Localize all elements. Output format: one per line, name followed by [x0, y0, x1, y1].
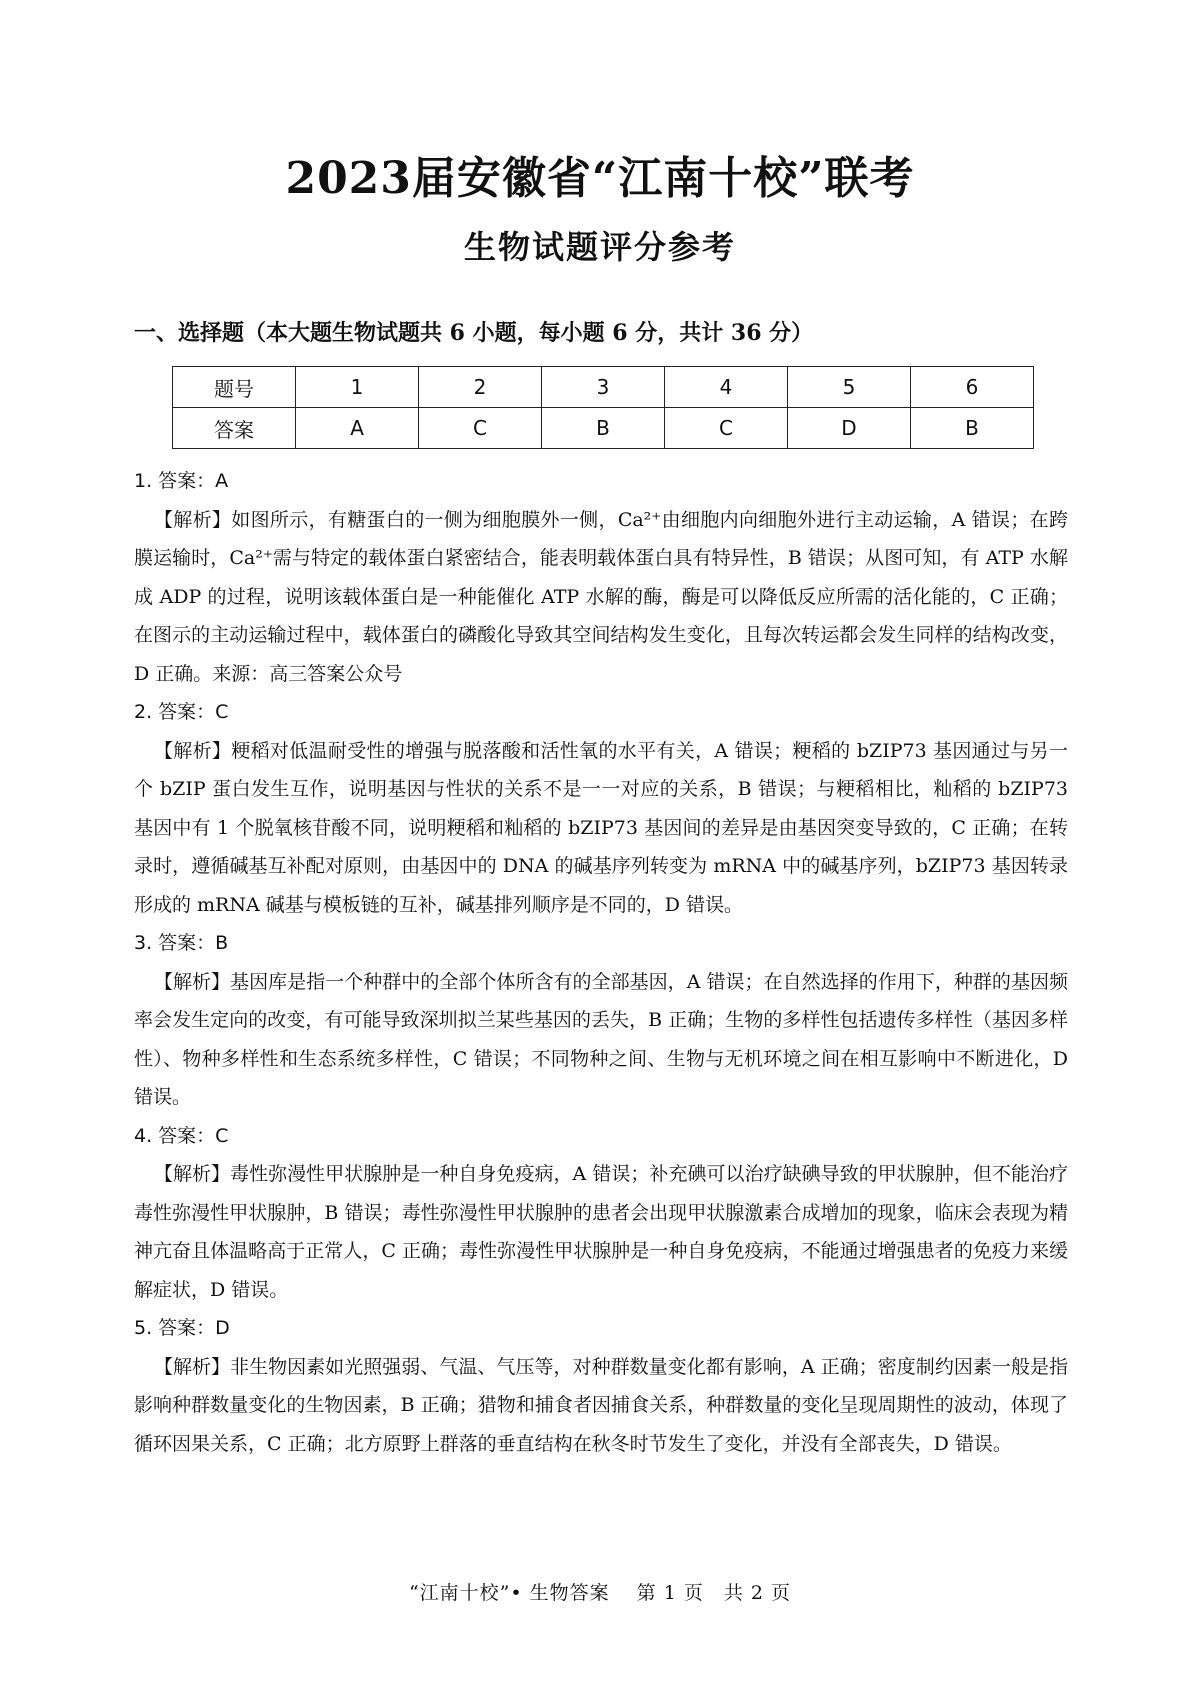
section-heading: 一、选择题（本大题生物试题共 6 小题，每小题 6 分，共计 36 分） — [134, 320, 814, 346]
question-block — [134, 1117, 1068, 1310]
question-answer: 2. 答案：C — [134, 701, 229, 723]
table-row-label: 题号 — [173, 367, 296, 408]
page-title: 2023届安徽省“江南十校”联考 — [285, 153, 915, 204]
question-explanation: 【解析】毒性弥漫性甲状腺肿是一种自身免疫病，A 错误；补充碘可以治疗缺碘导致的甲状腺肿，但不能治疗毒性弥漫性甲状腺肿，B 错误；毒性弥漫性甲状腺肿的患者会出现甲状腺激素合成增加的现象，临床会表现为精神亢奋且体温略高于正常人，C 正确；毒性弥漫性甲状腺肿是一种自身免疫病，不能通过增强患者的免疫力来缓解症状，D 错误。 — [134, 1163, 1068, 1301]
question-number-cell: 2 — [419, 367, 542, 408]
question-number-cell: 5 — [787, 367, 910, 408]
question-block — [134, 693, 1068, 924]
question-number-cell: 3 — [542, 367, 665, 408]
table-row-label: 答案 — [173, 408, 296, 449]
answer-table-answer-row — [173, 408, 1034, 449]
question-explanation: 【解析】粳稻对低温耐受性的增强与脱落酸和活性氧的水平有关，A 错误；粳稻的 bZIP73 基因通过与另一个 bZIP 蛋白发生互作，说明基因与性状的关系不是一一对应的关系，B 错误；与粳稻相比，籼稻的 bZIP73 基因中有 1 个脱氧核苷酸不同，说明粳稻和籼稻的 bZIP73 基因间的差异是由基因突变导致的，C 正确；在转录时，遵循碱基互补配对原则，由基因中的 DNA 的碱基序列转变为 mRNA 中的碱基序列，bZIP73 基因转录形成的 mRNA 碱基与模板链的互补，碱基排列顺序是不同的，D 错误。 — [134, 739, 1068, 916]
answer-table — [172, 366, 1034, 449]
answer-cell: A — [296, 408, 419, 449]
question-number-cell: 4 — [665, 367, 788, 408]
answer-explanations — [134, 462, 1068, 1463]
question-number-cell: 6 — [910, 367, 1033, 408]
question-explanation: 【解析】如图所示，有糖蛋白的一侧为细胞膜外一侧，Ca²⁺由细胞内向细胞外进行主动运输，A 错误；在跨膜运输时，Ca²⁺需与特定的载体蛋白紧密结合，能表明载体蛋白具有特异性，B 错误；从图可知，有 ATP 水解成 ADP 的过程，说明该载体蛋白是一种能催化 ATP 水解的酶，酶是可以降低反应所需的活化能的，C 正确；在图示的主动运输过程中，载体蛋白的磷酸化导致其空间结构发生变化，且每次转运都会发生同样的结构改变，D 正确。来源：高三答案公众号 — [134, 508, 1068, 685]
question-number-cell: 1 — [296, 367, 419, 408]
answer-cell: B — [910, 408, 1033, 449]
question-answer: 5. 答案：D — [134, 1317, 230, 1339]
question-explanation: 【解析】基因库是指一个种群中的全部个体所含有的全部基因，A 错误；在自然选择的作用下，种群的基因频率会发生定向的改变，有可能导致深圳拟兰某些基因的丢失，B 正确；生物的多样性包括遗传多样性（基因多样性）、物种多样性和生态系统多样性，C 错误；不同物种之间、生物与无机环境之间在相互影响中不断进化，D 错误。 — [134, 970, 1068, 1108]
question-answer: 3. 答案：B — [134, 932, 229, 954]
question-answer: 4. 答案：C — [134, 1124, 229, 1147]
answer-cell: C — [665, 408, 788, 449]
answer-table-header-row — [173, 367, 1034, 408]
question-answer: 1. 答案：A — [134, 470, 229, 492]
question-block — [134, 924, 1068, 1117]
answer-cell: D — [787, 408, 910, 449]
answer-cell: C — [419, 408, 542, 449]
question-block — [134, 1309, 1068, 1463]
page-footer: “江南十校”• 生物答案 第 1 页 共 2 页 — [408, 1582, 792, 1604]
page-subtitle: 生物试题评分参考 — [463, 228, 736, 266]
question-explanation: 【解析】非生物因素如光照强弱、气温、气压等，对种群数量变化都有影响，A 正确；密度制约因素一般是指影响种群数量变化的生物因素，B 正确；猎物和捕食者因捕食关系，种群数量的变化呈现周期性的波动，体现了循环因果关系，C 正确；北方原野上群落的垂直结构在秋冬时节发生了变化，并没有全部丧失，D 错误。 — [134, 1355, 1068, 1455]
answer-cell: B — [542, 408, 665, 449]
question-block — [134, 462, 1068, 693]
